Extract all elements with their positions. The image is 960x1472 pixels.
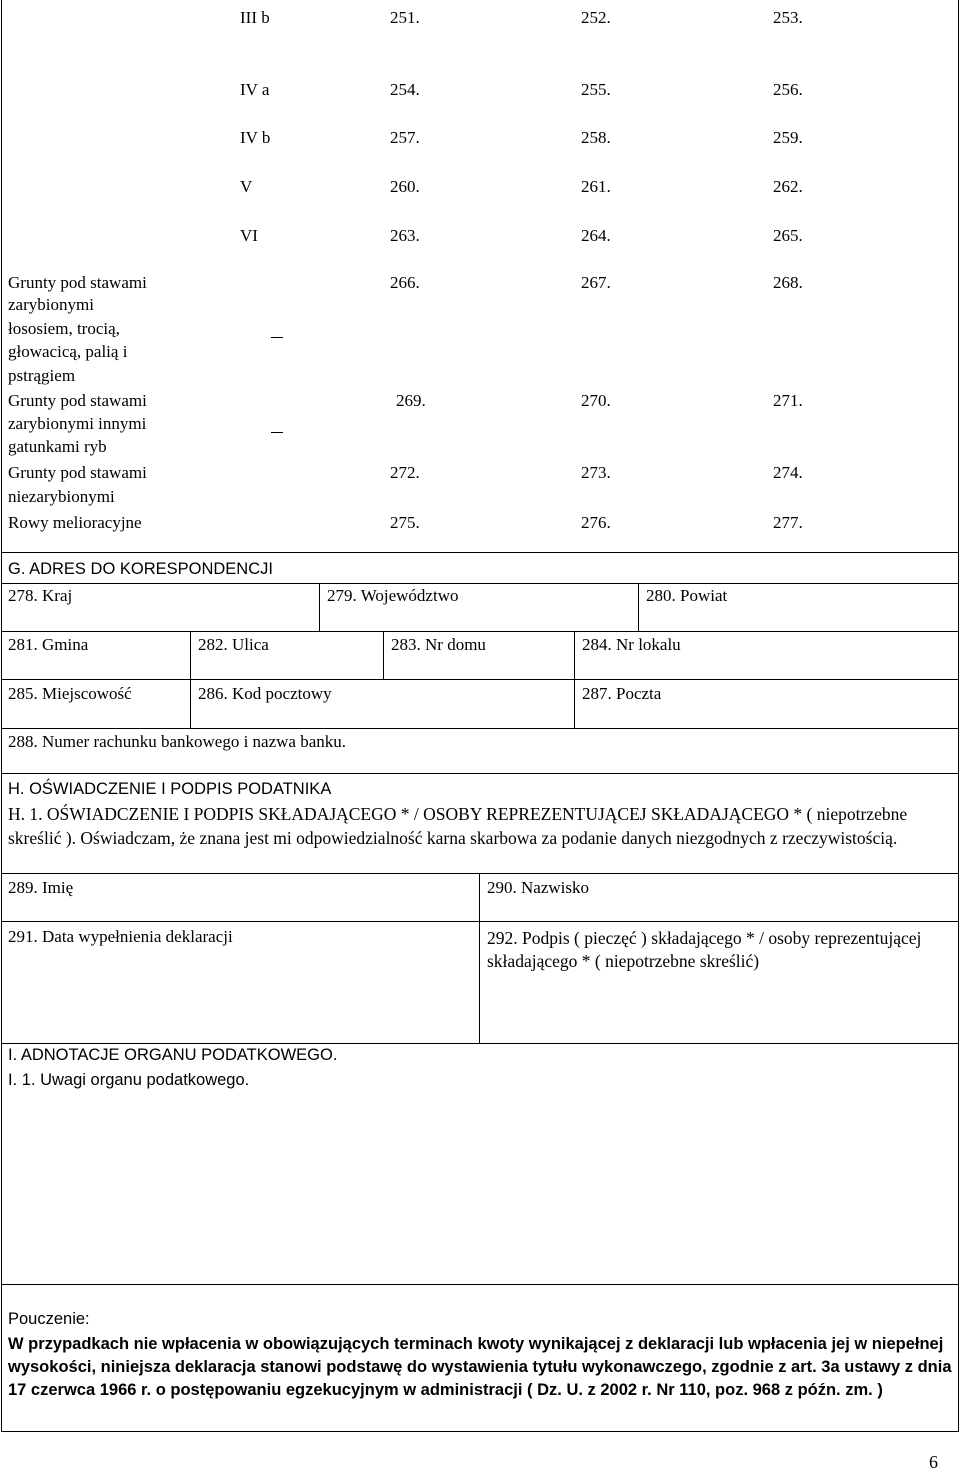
field-number: 252. [581, 8, 611, 27]
field-number: 267. [581, 273, 611, 292]
field-number: 264. [581, 226, 611, 245]
field-number: 257. [390, 128, 420, 147]
pond-label-line: zarybionymi [8, 295, 94, 314]
field-number: 272. [390, 463, 420, 482]
notice-text: W przypadkach nie wpłacenia w obowiązujących terminach kwoty wynikającej z deklaracji lub wpłacenia jej w niepełnej wysokości, niniejsza deklaracja stanowi podstawę do wystawienia tytułu wykonawczego, zgodnie z art. 3a ustawy z dnia 17 czerwca 1966 r. o postępowaniu egzekucyjnym w administracji ( Dz. U. z 2002 r. Nr 110, poz. 968 z późn. zm. ) [8, 1335, 952, 1399]
pond-label-line: Grunty pod stawami [8, 273, 147, 292]
field-number: 253. [773, 8, 803, 27]
land-class: IV a [240, 80, 270, 99]
field-number: 277. [773, 513, 803, 532]
field-number: 266. [390, 273, 420, 292]
section-h-title: H. OŚWIADCZENIE I PODPIS PODATNIKA [8, 780, 332, 798]
cell-divider [479, 873, 480, 1043]
divider [1, 1284, 959, 1285]
pond-label-line: gatunkami ryb [8, 437, 107, 456]
field-number: 276. [581, 513, 611, 532]
divider [1, 873, 959, 874]
kod-pocztowy-field[interactable]: 286. Kod pocztowy [198, 684, 332, 703]
field-number: 258. [581, 128, 611, 147]
land-class: III b [240, 8, 270, 27]
bottom-border [1, 1431, 959, 1432]
pond-label-line: niezarybionymi [8, 487, 115, 506]
field-number: 260. [390, 177, 420, 196]
divider [1, 552, 959, 553]
field-number: 270. [581, 391, 611, 410]
field-number: 262. [773, 177, 803, 196]
ditches-label: Rowy melioracyjne [8, 513, 142, 532]
cell-divider [319, 583, 320, 631]
land-class: V [240, 177, 253, 196]
divider [1, 728, 959, 729]
cell-divider [638, 583, 639, 631]
field-number: 259. [773, 128, 803, 147]
section-i-sub: I. 1. Uwagi organu podatkowego. [8, 1071, 250, 1089]
land-class: VI [240, 226, 258, 245]
wojewodztwo-field[interactable]: 279. Województwo [327, 586, 459, 605]
notice-title: Pouczenie: [8, 1310, 90, 1328]
pond-label-line: zarybionymi innymi [8, 414, 147, 433]
field-number: 271. [773, 391, 803, 410]
ulica-field[interactable]: 282. Ulica [198, 635, 269, 654]
kraj-field[interactable]: 278. Kraj [8, 586, 73, 605]
miejscowosc-field[interactable]: 285. Miejscowość [8, 684, 132, 703]
field-number: 274. [773, 463, 803, 482]
pond-label-line: głowacicą, palią i [8, 342, 128, 361]
field-number: 255. [581, 80, 611, 99]
field-number: 273. [581, 463, 611, 482]
section-i-title: I. ADNOTACJE ORGANU PODATKOWEGO. [8, 1046, 338, 1064]
field-number: 251. [390, 8, 420, 27]
gmina-field[interactable]: 281. Gmina [8, 635, 89, 654]
cell-divider [574, 631, 575, 679]
field-number: 263. [390, 226, 420, 245]
pond-label-line: łososiem, trocią, [8, 319, 120, 338]
empty-class-dash [271, 337, 283, 338]
nr-lokalu-field[interactable]: 284. Nr lokalu [582, 635, 681, 654]
divider [1, 1043, 959, 1044]
poczta-field[interactable]: 287. Poczta [582, 684, 662, 703]
cell-divider [574, 679, 575, 728]
empty-class-dash [271, 432, 283, 433]
field-number: 254. [390, 80, 420, 99]
pond-label-line: Grunty pod stawami [8, 463, 147, 482]
section-h-statement: H. 1. OŚWIADCZENIE I PODPIS SKŁADAJĄCEGO * / OSOBY REPREZENTUJĄCEJ SKŁADAJĄCEGO * ( niepotrzebne skreślić ). Oświadczam, że znana jest mi odpowiedzialność karna skarbowa za podanie danych niezgodnych z rzeczywistością. [8, 804, 908, 848]
land-class: IV b [240, 128, 271, 147]
right-border [958, 0, 959, 1432]
field-number: 256. [773, 80, 803, 99]
nr-domu-field[interactable]: 283. Nr domu [391, 635, 486, 654]
powiat-field[interactable]: 280. Powiat [646, 586, 728, 605]
cell-divider [190, 679, 191, 728]
left-border [1, 0, 2, 1432]
field-number: 268. [773, 273, 803, 292]
divider [1, 921, 959, 922]
field-number: 265. [773, 226, 803, 245]
cell-divider [190, 631, 191, 679]
field-number: 275. [390, 513, 420, 532]
field-number: 269. [396, 391, 426, 410]
cell-divider [383, 631, 384, 679]
konto-field[interactable]: 288. Numer rachunku bankowego i nazwa banku. [8, 732, 347, 751]
divider [1, 773, 959, 774]
divider [1, 679, 959, 680]
nazwisko-field[interactable]: 290. Nazwisko [487, 878, 589, 897]
pond-label-line: pstrągiem [8, 366, 76, 385]
section-g-title: G. ADRES DO KORESPONDENCJI [8, 560, 273, 578]
pond-label-line: Grunty pod stawami [8, 391, 147, 410]
imie-field[interactable]: 289. Imię [8, 878, 74, 897]
field-number: 261. [581, 177, 611, 196]
page-number: 6 [929, 1452, 938, 1472]
data-wypelnienia-field[interactable]: 291. Data wypełnienia deklaracji [8, 927, 233, 946]
podpis-field[interactable]: 292. Podpis ( pieczęć ) składającego * / osoby reprezentującej składającego * ( niepotrzebne skreślić) [487, 928, 922, 971]
divider [1, 583, 959, 584]
divider [1, 631, 959, 632]
